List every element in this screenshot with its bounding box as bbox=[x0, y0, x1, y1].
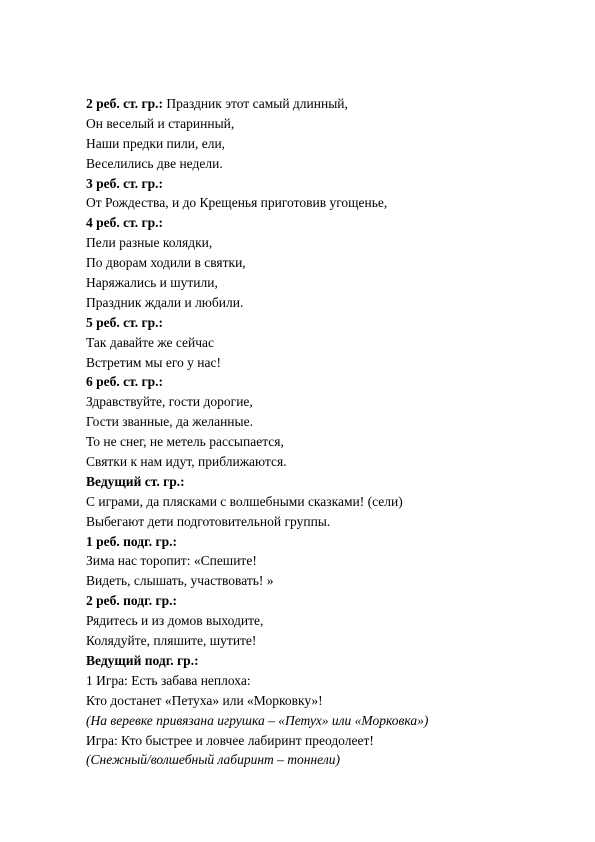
line-28 bbox=[86, 631, 556, 651]
line-text: Праздник ждали и любили. bbox=[86, 294, 244, 310]
speaker-label: Ведущий ст. гр.: bbox=[86, 473, 185, 489]
line-27 bbox=[86, 611, 556, 631]
line-9 bbox=[86, 253, 556, 273]
speaker-label: 4 реб. ст. гр.: bbox=[86, 215, 163, 231]
line-16 bbox=[86, 392, 556, 412]
speaker-label: 2 реб. ст. гр.: bbox=[86, 96, 163, 111]
speaker-label: 2 реб. подг. гр.: bbox=[86, 593, 177, 609]
line-text: Веселились две недели. bbox=[86, 155, 223, 171]
line-32 bbox=[86, 711, 556, 731]
line-29 bbox=[86, 651, 556, 671]
line-3 bbox=[86, 134, 556, 154]
line-31 bbox=[86, 691, 556, 711]
line-text: Так давайте же сейчас bbox=[86, 334, 215, 350]
stage-direction: (Снежный/волшебный лабиринт – тоннели) bbox=[86, 752, 340, 768]
line-2 bbox=[86, 114, 556, 134]
line-30 bbox=[86, 671, 556, 691]
line-text: С играми, да плясками с волшебными сказками! (сели) bbox=[86, 493, 403, 509]
line-24 bbox=[86, 551, 556, 571]
line-text: Здравствуйте, гости дорогие, bbox=[86, 394, 253, 410]
line-19 bbox=[86, 452, 556, 472]
line-text: Зима нас торопит: «Спешите! bbox=[86, 553, 257, 569]
line-text: Кто достанет «Петуха» или «Морковку»! bbox=[86, 692, 323, 708]
speaker-label: 5 реб. ст. гр.: bbox=[86, 314, 163, 330]
line-14 bbox=[86, 353, 556, 373]
line-text: Колядуйте, пляшите, шутите! bbox=[86, 633, 257, 649]
line-text: По дворам ходили в святки, bbox=[86, 255, 246, 271]
line-text: От Рождества, и до Крещенья приготовив угощенье, bbox=[86, 195, 388, 211]
line-text: Наши предки пили, ели, bbox=[86, 135, 226, 151]
line-8 bbox=[86, 233, 556, 253]
line-text: Рядитесь и из домов выходите, bbox=[86, 613, 264, 629]
line-text: Видеть, слышать, участвовать! » bbox=[86, 573, 274, 589]
line-20 bbox=[86, 472, 556, 492]
stage-direction: (На веревке привязана игрушка – «Петух» или «Морковка») bbox=[86, 712, 429, 728]
speaker-label: 3 реб. ст. гр.: bbox=[86, 175, 163, 191]
line-33 bbox=[86, 731, 556, 751]
script-text bbox=[86, 94, 556, 770]
line-text: Он веселый и старинный, bbox=[86, 115, 235, 131]
line-text: То не снег, не метель рассыпается, bbox=[86, 434, 284, 450]
line-15 bbox=[86, 372, 556, 392]
line-text: Гости званные, да желанные. bbox=[86, 414, 253, 430]
line-13 bbox=[86, 333, 556, 353]
line-17 bbox=[86, 412, 556, 432]
line-1 bbox=[86, 94, 556, 114]
line-text: Пели разные колядки, bbox=[86, 235, 213, 251]
line-text: 1 Игра: Есть забава неплоха: bbox=[86, 672, 251, 688]
line-21 bbox=[86, 492, 556, 512]
line-text: Праздник этот самый длинный, bbox=[163, 96, 348, 111]
line-6 bbox=[86, 193, 556, 213]
line-11 bbox=[86, 293, 556, 313]
speaker-label: 6 реб. ст. гр.: bbox=[86, 374, 163, 390]
line-text: Игра: Кто быстрее и ловчее лабиринт преодолеет! bbox=[86, 732, 374, 748]
line-25 bbox=[86, 571, 556, 591]
line-5 bbox=[86, 174, 556, 194]
line-34 bbox=[86, 750, 556, 770]
line-text: Выбегают дети подготовительной группы. bbox=[86, 513, 331, 529]
line-10 bbox=[86, 273, 556, 293]
line-26 bbox=[86, 591, 556, 611]
line-7 bbox=[86, 213, 556, 233]
line-4 bbox=[86, 154, 556, 174]
line-22 bbox=[86, 512, 556, 532]
speaker-label: Ведущий подг. гр.: bbox=[86, 652, 199, 668]
line-12 bbox=[86, 313, 556, 333]
line-text: Наряжались и шутили, bbox=[86, 275, 218, 291]
line-text: Святки к нам идут, приближаются. bbox=[86, 454, 287, 470]
line-text: Встретим мы его у нас! bbox=[86, 354, 221, 370]
line-18 bbox=[86, 432, 556, 452]
line-23 bbox=[86, 532, 556, 552]
speaker-label: 1 реб. подг. гр.: bbox=[86, 533, 177, 549]
